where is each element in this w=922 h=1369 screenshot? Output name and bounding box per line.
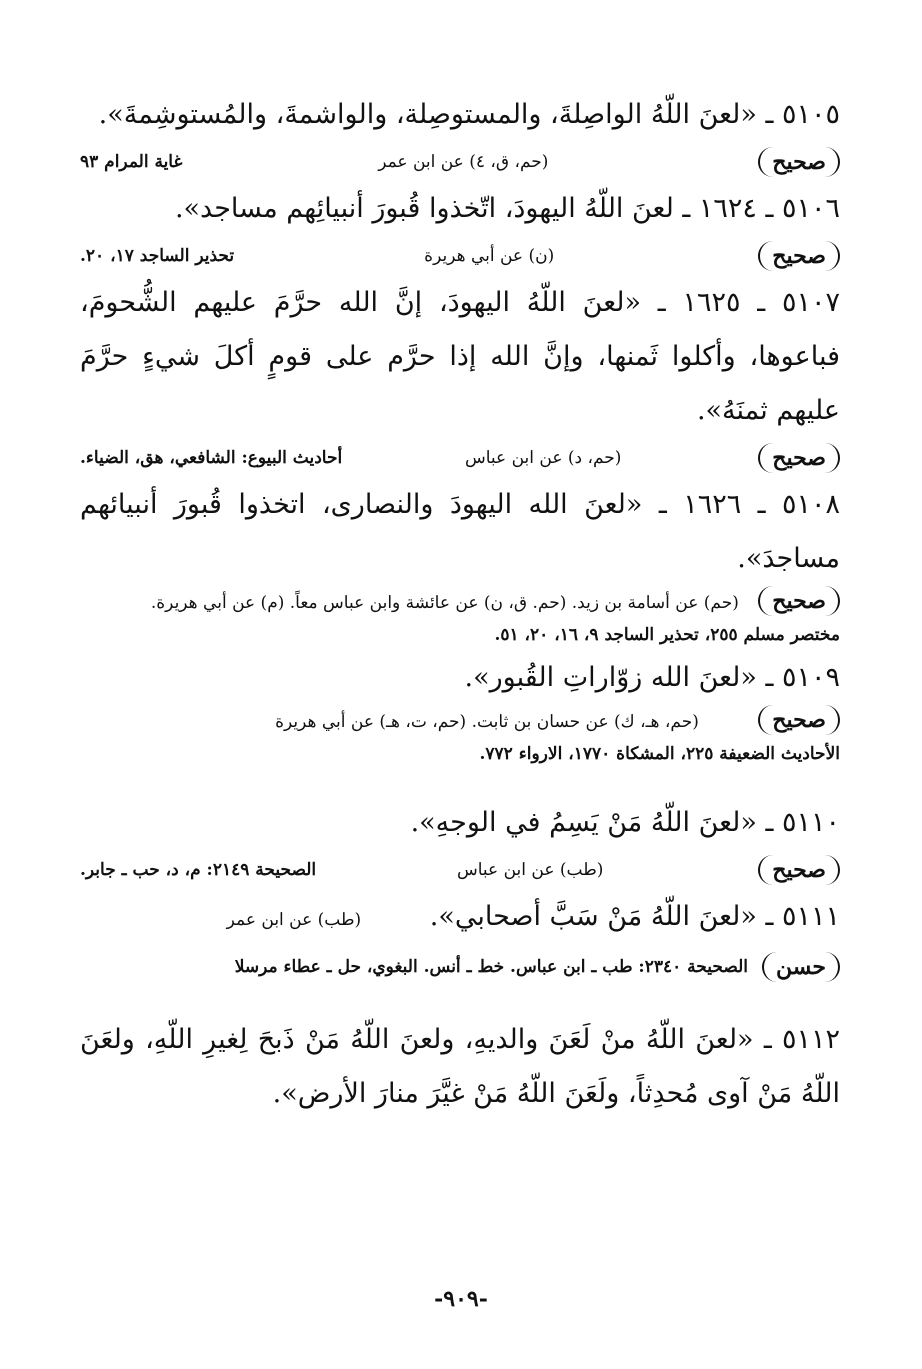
reference-citation: تحذير الساجد ١٧، ٢٠. xyxy=(80,246,235,266)
grade-badge: صحيح xyxy=(758,147,840,177)
grade-badge: صحيح xyxy=(758,586,840,616)
hadith-5105: ٥١٠٥ ـ «لعنَ اللّهُ الواصِلةَ، والمستوصِلة، والواشمةَ، والمُستوشِمةَ». xyxy=(98,99,840,130)
source-citation: (حم، د) عن ابن عباس xyxy=(464,448,622,468)
hadith-text: ٥١١١ ـ «لعنَ اللّهُ مَنْ سَبَّ أصحابي». xyxy=(429,901,840,932)
document-page xyxy=(80,88,840,1121)
source-citation: (طب) عن ابن عمر xyxy=(226,910,362,930)
grade-line-5105 xyxy=(80,142,840,182)
grade-badge: صحيح xyxy=(758,855,840,885)
grade-line-5110 xyxy=(80,850,840,890)
grade-badge: حسن xyxy=(762,952,840,982)
grade-line-5107 xyxy=(80,438,840,478)
hadith-5109: ٥١٠٩ ـ «لعنَ الله زوّاراتِ القُبور». xyxy=(464,662,840,693)
source-citation: (حم، هـ، ك) عن حسان بن ثابت. (حم، ت، هـ) عن أبي هريرة xyxy=(275,712,699,732)
grade-badge: صحيح xyxy=(758,705,840,735)
hadith-5106: ٥١٠٦ ـ ١٦٢٤ ـ لعنَ اللّهُ اليهودَ، اتّخذوا قُبورَ أنبيائِهم مساجد». xyxy=(174,193,840,224)
hadith-5112: ٥١١٢ ـ «لعنَ اللّهُ منْ لَعَنَ والديهِ، ولعنَ اللّهُ مَنْ ذَبحَ لِغيرِ اللّهِ، ولعَنَ اللّهُ مَنْ آوى مُحدِثاً، ولَعَنَ اللّهُ مَنْ غيَّرَ منارَ الأرض». xyxy=(80,1024,840,1109)
reference-citation: الأحاديث الضعيفة ٢٢٥، المشكاة ١٧٧٠، الارواء ٧٧٢. xyxy=(479,744,840,764)
source-citation: (طب) عن ابن عباس xyxy=(457,860,604,880)
grade-badge: صحيح xyxy=(758,443,840,473)
grade-block-5109 xyxy=(80,705,840,770)
hadith-5108: ٥١٠٨ ـ ١٦٢٦ ـ «لعنَ الله اليهودَ والنصارى، اتخذوا قُبورَ أنبيائهم مساجدَ». xyxy=(80,489,841,574)
grade-line-5111 xyxy=(80,947,840,987)
reference-citation: الصحيحة ٢١٤٩: م، د، حب ـ جابر. xyxy=(80,860,317,880)
hadith-5107: ٥١٠٧ ـ ١٦٢٥ ـ «لعنَ اللّهُ اليهودَ، إنَّ الله حرَّمَ عليهم الشُّحومَ، فباعوها، وأكلوا ثَمنها، وإنَّ الله إذا حرَّم على قومٍ أكلَ شيءٍ حرَّمَ عليهم ثمنَهُ». xyxy=(80,287,840,426)
source-citation: (ن) عن أبي هريرة xyxy=(424,246,555,266)
grade-line-5106 xyxy=(80,236,840,276)
source-citation: (حم) عن أسامة بن زيد. (حم. ق، ن) عن عائشة وابن عباس معاً. (م) عن أبي هريرة. xyxy=(150,593,739,613)
spacer xyxy=(80,770,840,796)
hadith-5110: ٥١١٠ ـ «لعنَ اللّهُ مَنْ يَسِمُ في الوجهِ». xyxy=(410,807,840,838)
hadith-5111 xyxy=(80,890,840,947)
grade-badge: صحيح xyxy=(758,241,840,271)
grade-block-5108 xyxy=(80,586,840,651)
page-number: -٩٠٩- xyxy=(434,1286,488,1312)
reference-citation: مختصر مسلم ٢٥٥، تحذير الساجد ٩، ١٦، ٢٠، ٥١. xyxy=(494,625,840,645)
spacer xyxy=(80,987,840,1013)
reference-citation: غاية المرام ٩٣ xyxy=(80,152,183,172)
reference-citation: أحاديث البيوع: الشافعي، هق، الضياء. xyxy=(80,448,343,468)
source-citation: (حم، ق، ٤) عن ابن عمر xyxy=(378,152,549,172)
reference-citation: الصحيحة ٢٣٤٠: طب ـ ابن عباس. خط ـ أنس. البغوي، حل ـ عطاء مرسلا xyxy=(234,957,749,977)
